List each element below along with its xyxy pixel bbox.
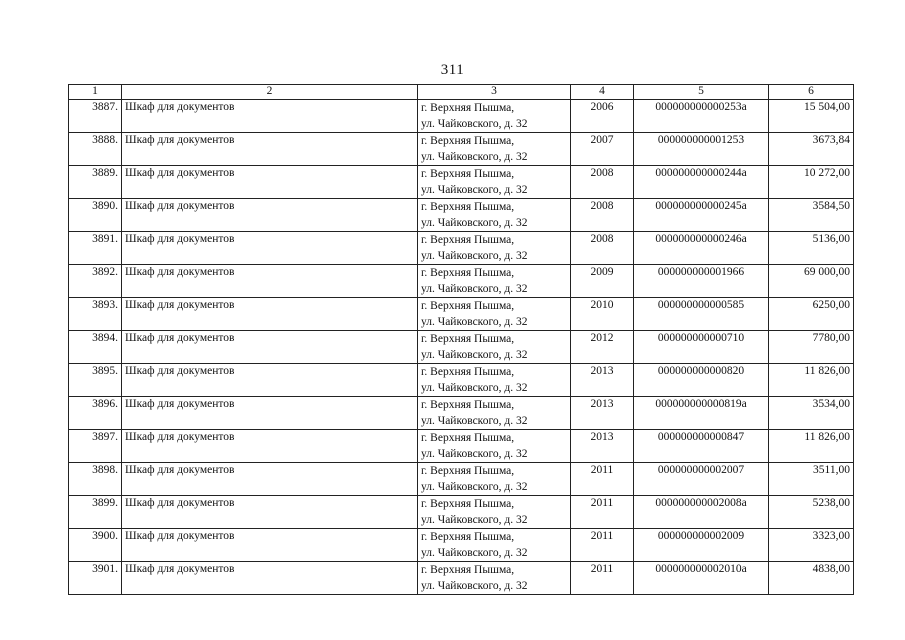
table-row [69,496,854,529]
row-number-cell: 3895. [69,364,122,397]
address-street: ул. Чайковского, д. 32 [421,184,528,196]
address-cell [418,298,571,331]
row-number-cell: 3894. [69,331,122,364]
table-row [69,232,854,265]
address-street: ул. Чайковского, д. 32 [421,481,528,493]
address-city: г. Верхняя Пышма, [421,432,515,444]
address-street: ул. Чайковского, д. 32 [421,151,528,163]
address-cell [418,166,571,199]
item-name-cell: Шкаф для документов [122,100,418,133]
cost-cell: 3323,00 [769,529,854,562]
row-number-cell: 3897. [69,430,122,463]
table-row [69,430,854,463]
inventory-number-cell: 000000000000245а [634,199,769,232]
address-city: г. Верхняя Пышма, [421,234,515,246]
address-cell [418,364,571,397]
row-number-cell: 3901. [69,562,122,595]
column-number-row [69,85,854,100]
address-city: г. Верхняя Пышма, [421,531,515,543]
year-cell: 2009 [571,265,634,298]
year-cell: 2013 [571,397,634,430]
year-cell: 2011 [571,463,634,496]
address-cell [418,562,571,595]
address-street: ул. Чайковского, д. 32 [421,514,528,526]
item-name-cell: Шкаф для документов [122,463,418,496]
column-header-1: 1 [69,85,122,100]
address-cell [418,199,571,232]
inventory-number-cell: 000000000000246а [634,232,769,265]
address-street: ул. Чайковского, д. 32 [421,349,528,361]
year-cell: 2008 [571,199,634,232]
column-header-5: 5 [634,85,769,100]
year-cell: 2008 [571,232,634,265]
cost-cell: 5238,00 [769,496,854,529]
year-cell: 2013 [571,430,634,463]
address-cell [418,397,571,430]
item-name-cell: Шкаф для документов [122,364,418,397]
table-row [69,100,854,133]
table-row [69,133,854,166]
item-name-cell: Шкаф для документов [122,199,418,232]
address-city: г. Верхняя Пышма, [421,267,515,279]
inventory-number-cell: 000000000000253а [634,100,769,133]
table-row [69,397,854,430]
table-row [69,364,854,397]
table-row [69,298,854,331]
address-city: г. Верхняя Пышма, [421,300,515,312]
address-city: г. Верхняя Пышма, [421,201,515,213]
inventory-number-cell: 000000000002010а [634,562,769,595]
inventory-number-cell: 000000000000819а [634,397,769,430]
address-city: г. Верхняя Пышма, [421,102,515,114]
cost-cell: 69 000,00 [769,265,854,298]
address-city: г. Верхняя Пышма, [421,399,515,411]
table-row [69,463,854,496]
inventory-number-cell: 000000000000847 [634,430,769,463]
address-street: ул. Чайковского, д. 32 [421,283,528,295]
address-cell [418,133,571,166]
table-row [69,331,854,364]
year-cell: 2007 [571,133,634,166]
table-row [69,166,854,199]
table-row [69,265,854,298]
cost-cell: 10 272,00 [769,166,854,199]
column-header-6: 6 [769,85,854,100]
address-city: г. Верхняя Пышма, [421,564,515,576]
address-street: ул. Чайковского, д. 32 [421,448,528,460]
cost-cell: 11 826,00 [769,364,854,397]
year-cell: 2010 [571,298,634,331]
cost-cell: 7780,00 [769,331,854,364]
cost-cell: 3673,84 [769,133,854,166]
row-number-cell: 3890. [69,199,122,232]
address-cell [418,265,571,298]
year-cell: 2006 [571,100,634,133]
table-row [69,562,854,595]
address-city: г. Верхняя Пышма, [421,498,515,510]
item-name-cell: Шкаф для документов [122,298,418,331]
address-city: г. Верхняя Пышма, [421,366,515,378]
address-cell [418,529,571,562]
table-row [69,199,854,232]
inventory-number-cell: 000000000002008а [634,496,769,529]
cost-cell: 5136,00 [769,232,854,265]
row-number-cell: 3899. [69,496,122,529]
year-cell: 2012 [571,331,634,364]
cost-cell: 3534,00 [769,397,854,430]
address-street: ул. Чайковского, д. 32 [421,316,528,328]
row-number-cell: 3888. [69,133,122,166]
cost-cell: 3511,00 [769,463,854,496]
item-name-cell: Шкаф для документов [122,133,418,166]
address-cell [418,100,571,133]
table-body [69,100,854,595]
address-city: г. Верхняя Пышма, [421,465,515,477]
cost-cell: 3584,50 [769,199,854,232]
inventory-number-cell: 000000000000710 [634,331,769,364]
year-cell: 2011 [571,496,634,529]
table-row [69,529,854,562]
year-cell: 2011 [571,529,634,562]
inventory-number-cell: 000000000001966 [634,265,769,298]
address-street: ул. Чайковского, д. 32 [421,118,528,130]
address-cell [418,331,571,364]
address-street: ул. Чайковского, д. 32 [421,547,528,559]
item-name-cell: Шкаф для документов [122,397,418,430]
row-number-cell: 3900. [69,529,122,562]
item-name-cell: Шкаф для документов [122,331,418,364]
year-cell: 2013 [571,364,634,397]
inventory-number-cell: 000000000000585 [634,298,769,331]
property-register-table [68,84,854,595]
row-number-cell: 3891. [69,232,122,265]
address-street: ул. Чайковского, д. 32 [421,580,528,592]
inventory-number-cell: 000000000000820 [634,364,769,397]
item-name-cell: Шкаф для документов [122,166,418,199]
cost-cell: 15 504,00 [769,100,854,133]
inventory-number-cell: 000000000001253 [634,133,769,166]
item-name-cell: Шкаф для документов [122,529,418,562]
address-cell [418,496,571,529]
item-name-cell: Шкаф для документов [122,562,418,595]
cost-cell: 4838,00 [769,562,854,595]
address-cell [418,430,571,463]
page-number: 311 [440,62,465,78]
address-street: ул. Чайковского, д. 32 [421,382,528,394]
column-header-2: 2 [122,85,418,100]
address-street: ул. Чайковского, д. 32 [421,415,528,427]
row-number-cell: 3892. [69,265,122,298]
inventory-number-cell: 000000000002009 [634,529,769,562]
column-header-3: 3 [418,85,571,100]
table-header [69,85,854,100]
inventory-number-cell: 000000000000244а [634,166,769,199]
row-number-cell: 3887. [69,100,122,133]
address-city: г. Верхняя Пышма, [421,333,515,345]
row-number-cell: 3889. [69,166,122,199]
address-city: г. Верхняя Пышма, [421,135,515,147]
address-street: ул. Чайковского, д. 32 [421,250,528,262]
item-name-cell: Шкаф для документов [122,430,418,463]
item-name-cell: Шкаф для документов [122,232,418,265]
inventory-number-cell: 000000000002007 [634,463,769,496]
cost-cell: 6250,00 [769,298,854,331]
address-street: ул. Чайковского, д. 32 [421,217,528,229]
row-number-cell: 3898. [69,463,122,496]
cost-cell: 11 826,00 [769,430,854,463]
item-name-cell: Шкаф для документов [122,265,418,298]
item-name-cell: Шкаф для документов [122,496,418,529]
column-header-4: 4 [571,85,634,100]
address-cell [418,232,571,265]
row-number-cell: 3893. [69,298,122,331]
address-cell [418,463,571,496]
row-number-cell: 3896. [69,397,122,430]
year-cell: 2011 [571,562,634,595]
address-city: г. Верхняя Пышма, [421,168,515,180]
year-cell: 2008 [571,166,634,199]
